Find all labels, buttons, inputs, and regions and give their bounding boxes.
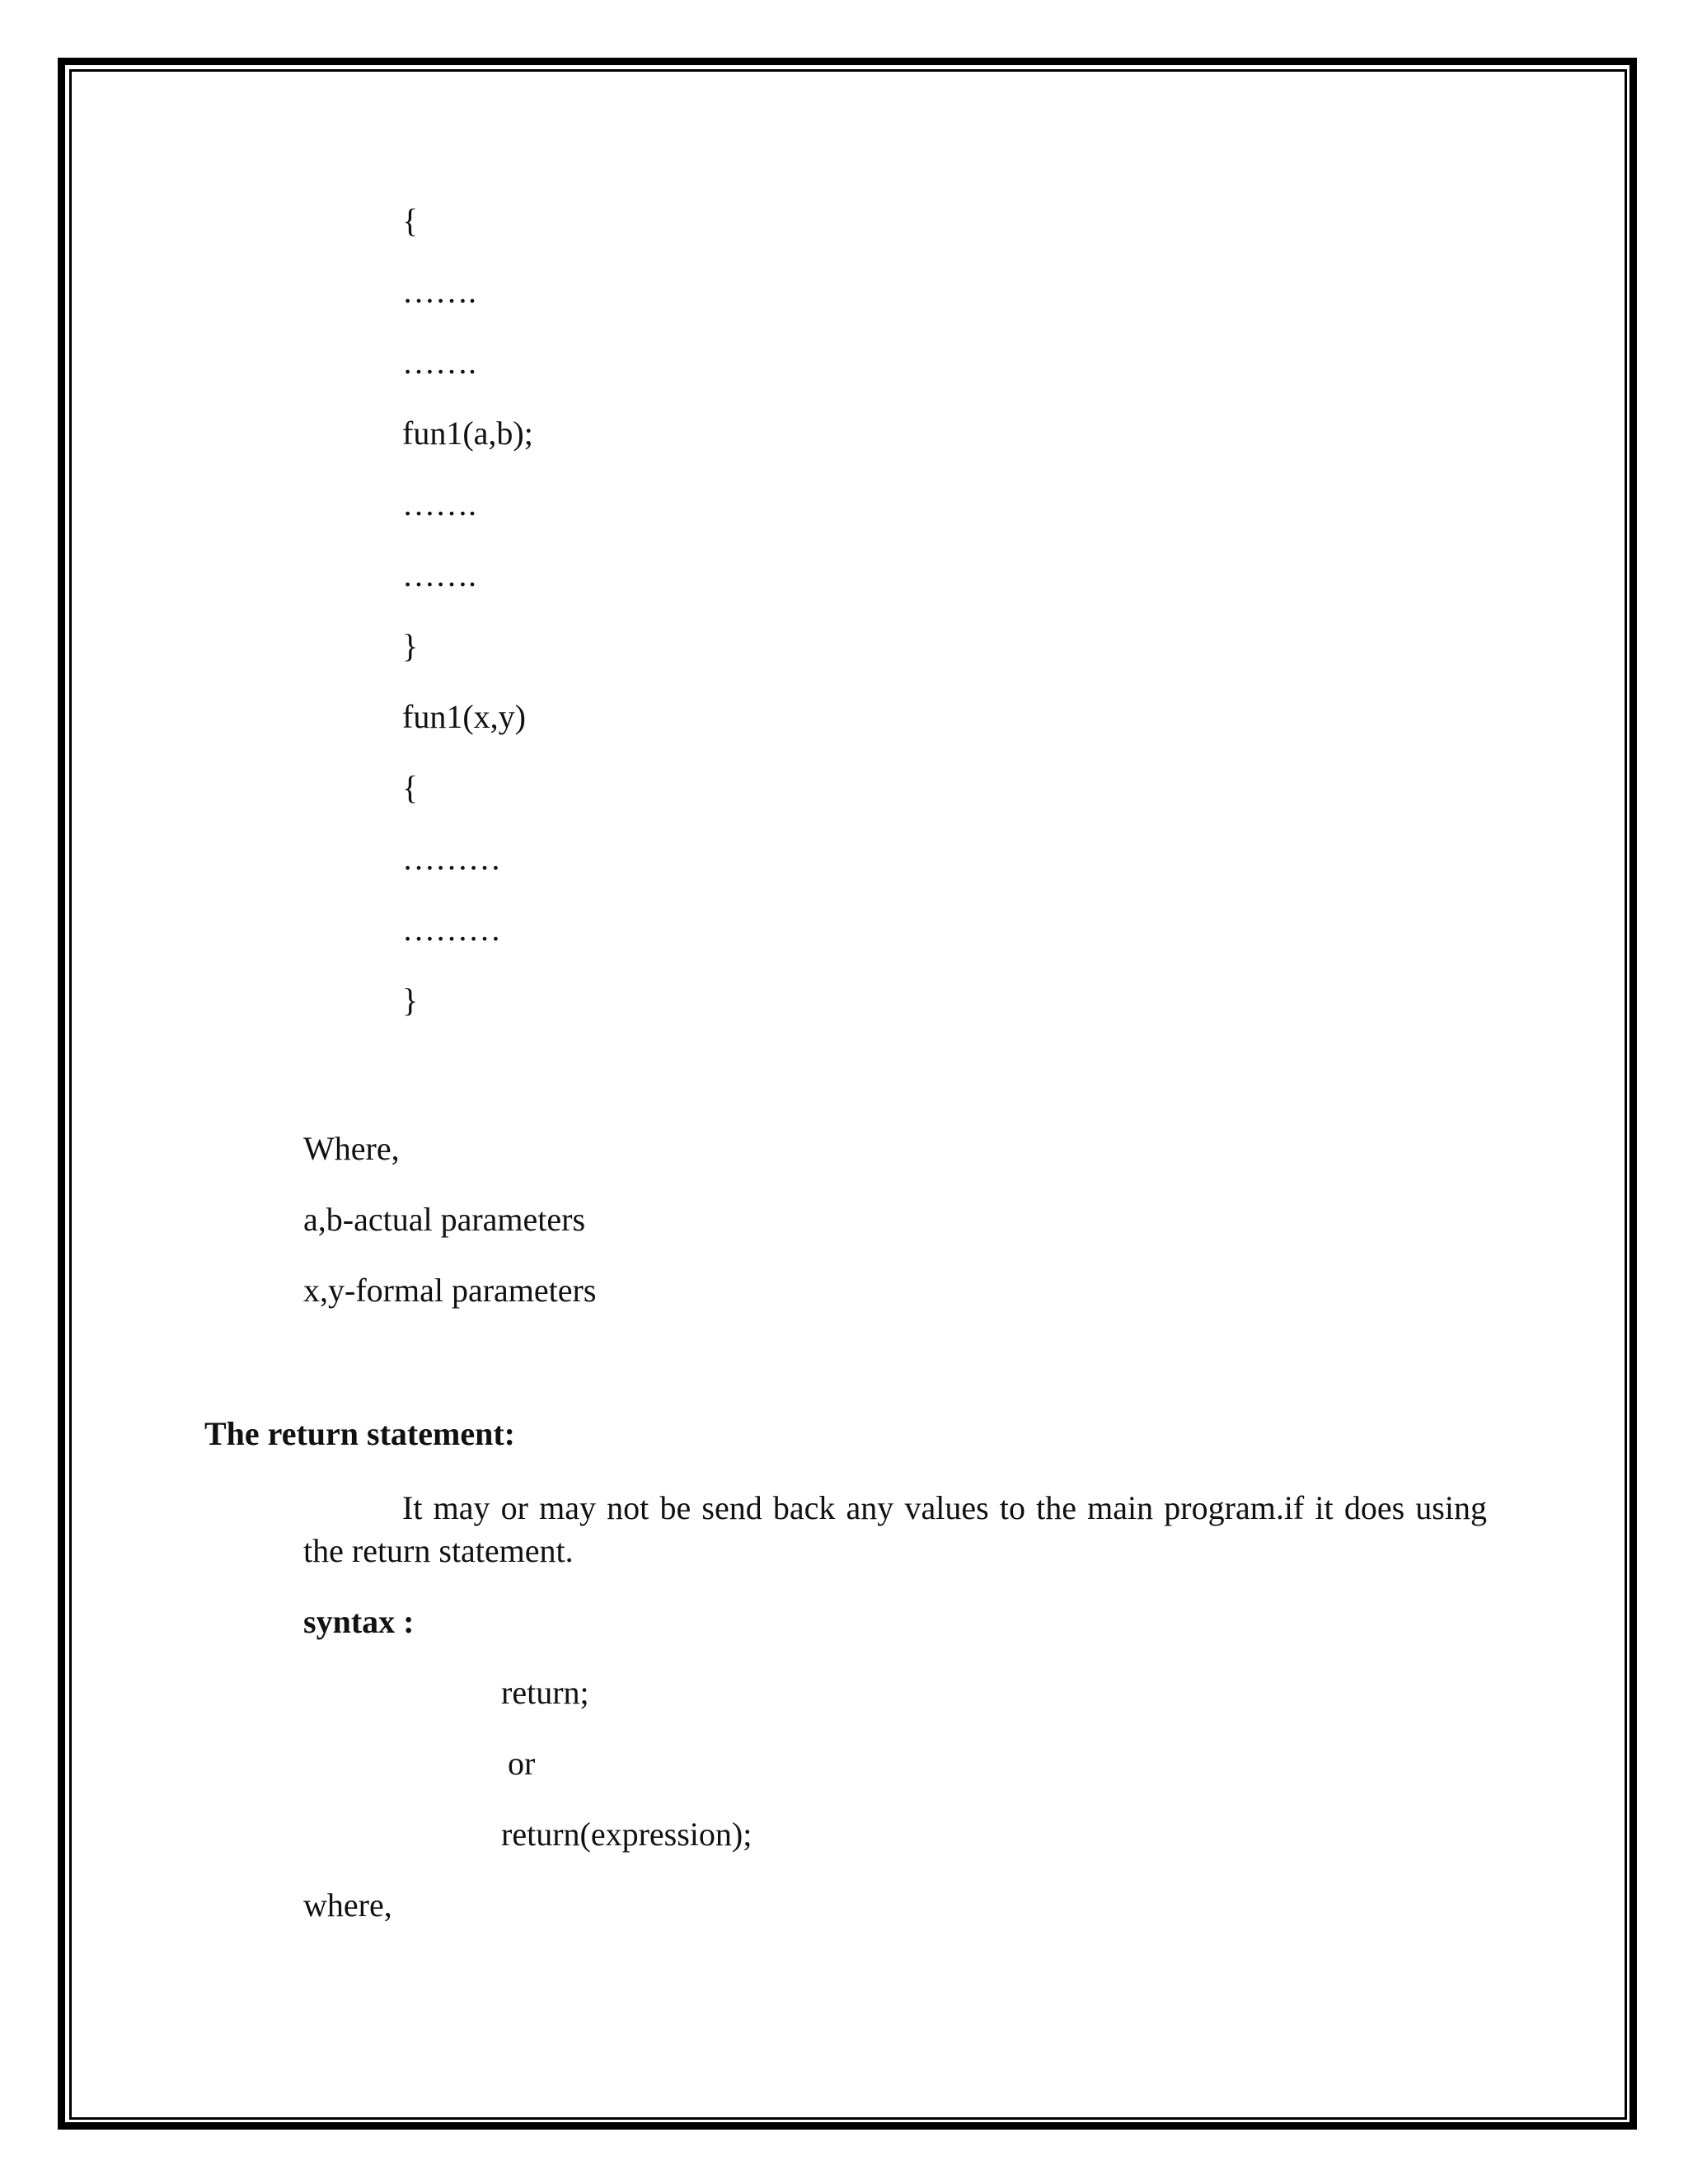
code-line: ……… <box>402 911 501 948</box>
syntax-label: syntax : <box>303 1603 415 1640</box>
code-line: ……. <box>402 344 476 381</box>
code-line: ……… <box>402 840 501 877</box>
syntax-line: return(expression); <box>501 1816 753 1853</box>
code-line: { <box>402 769 419 806</box>
section-heading: The return statement: <box>204 1415 515 1452</box>
closing-where: where, <box>303 1886 392 1924</box>
code-line: fun1(x,y) <box>402 698 526 735</box>
formal-parameters-note: x,y-formal parameters <box>303 1272 597 1309</box>
code-line: { <box>402 202 419 239</box>
syntax-line: return; <box>501 1674 589 1711</box>
section-paragraph: It may or may not be send back any values to the main program.if it does using the return statement. <box>303 1489 1487 1569</box>
syntax-line: or <box>508 1745 536 1782</box>
code-line: ……. <box>402 485 476 523</box>
code-line: fun1(a,b); <box>402 415 533 452</box>
where-label: Where, <box>303 1130 400 1167</box>
code-line: } <box>402 982 419 1019</box>
code-line: ……. <box>402 273 476 310</box>
page-border-inner <box>69 69 1627 2120</box>
code-line: ……. <box>402 556 476 593</box>
actual-parameters-note: a,b-actual parameters <box>303 1201 586 1238</box>
code-line: } <box>402 627 419 664</box>
